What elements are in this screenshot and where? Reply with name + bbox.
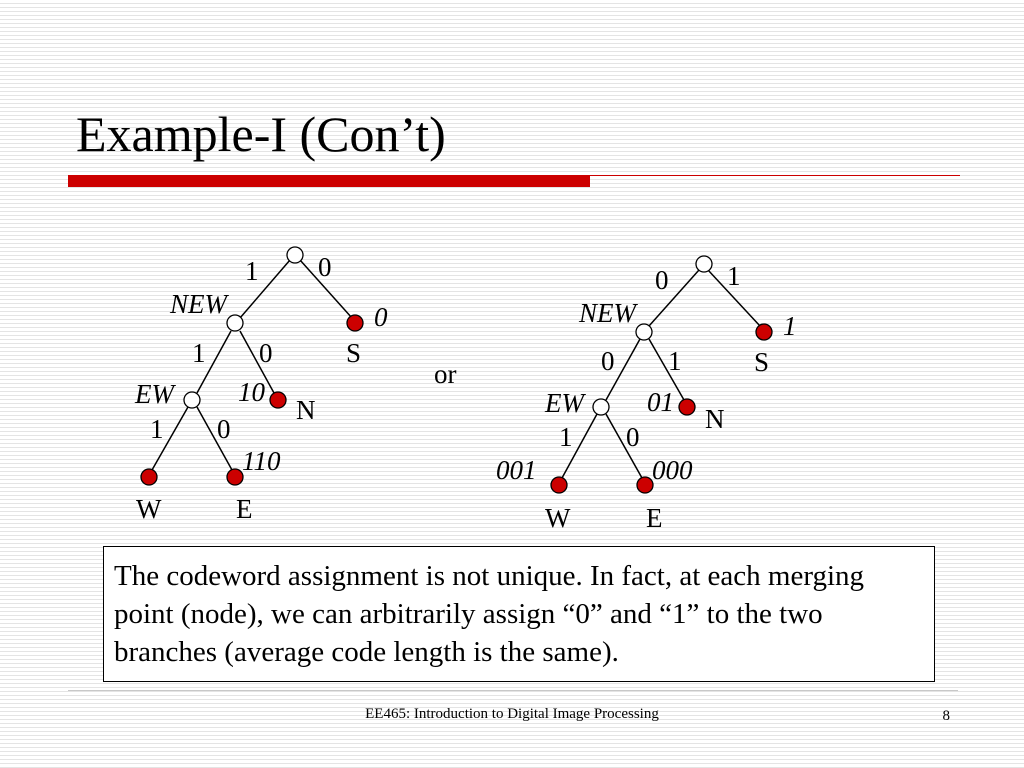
right-w-codeword: 001 — [496, 455, 537, 485]
right-code-tree — [496, 256, 797, 533]
right-e-codeword: 000 — [652, 455, 693, 485]
right-new-branch-right-label: 1 — [668, 346, 682, 376]
left-ew-branch-left-label: 1 — [150, 414, 164, 444]
left-root-branch-right-label: 0 — [318, 252, 332, 282]
left-new-label: NEW — [170, 289, 227, 319]
left-n-leaf — [270, 392, 286, 408]
right-s-codeword: 1 — [783, 311, 797, 341]
right-new-label: NEW — [579, 298, 636, 328]
right-e-symbol: E — [646, 503, 663, 533]
right-n-leaf — [679, 399, 695, 415]
right-root-branch-right-label: 1 — [727, 261, 741, 291]
left-ew-node — [184, 392, 200, 408]
or-separator: or — [434, 359, 457, 389]
left-ew-branch-right-label: 0 — [217, 414, 231, 444]
right-ew-node — [593, 399, 609, 415]
footer-rule — [68, 690, 958, 691]
footer-course-title: EE465: Introduction to Digital Image Processing — [365, 706, 659, 722]
left-new-branch-left-label: 1 — [192, 338, 206, 368]
left-root-branch-left-label: 1 — [245, 256, 259, 286]
slide-title: Example-I (Con’t) — [76, 106, 446, 162]
left-ew-label: EW — [135, 379, 174, 409]
right-ew-label: EW — [545, 388, 584, 418]
right-new-node — [636, 324, 652, 340]
left-e-codeword: 110 — [242, 446, 281, 476]
right-w-symbol: W — [545, 503, 571, 533]
left-n-symbol: N — [296, 395, 316, 425]
left-new-branch-right-label: 0 — [259, 338, 273, 368]
right-ew-branch-right-label: 0 — [626, 422, 640, 452]
left-w-leaf — [141, 469, 157, 485]
left-root-node — [287, 247, 303, 263]
right-new-branch-left-label: 0 — [601, 346, 615, 376]
left-s-symbol: S — [346, 338, 362, 368]
left-e-leaf — [227, 469, 243, 485]
left-s-leaf — [347, 315, 363, 331]
right-w-leaf — [551, 477, 567, 493]
right-ew-branch-left-label: 1 — [559, 422, 573, 452]
left-s-codeword: 0 — [374, 302, 388, 332]
left-new-node — [227, 315, 243, 331]
right-root-node — [696, 256, 712, 272]
explanation-text-box — [103, 546, 935, 682]
right-s-leaf — [756, 324, 772, 340]
left-code-tree — [134, 247, 388, 524]
right-n-codeword: 01 — [647, 387, 674, 417]
right-n-symbol: N — [705, 404, 725, 434]
explanation-text: The codeword assignment is not unique. In fact, at each merging point (node), we can arbitrarily assign “0” and “1” to the two branches (average code length is the same). — [114, 560, 865, 668]
left-w-symbol: W — [136, 494, 162, 524]
left-n-codeword: 10 — [238, 377, 265, 407]
right-s-symbol: S — [754, 347, 770, 377]
right-e-leaf — [637, 477, 653, 493]
right-root-branch-left-label: 0 — [655, 265, 669, 295]
left-e-symbol: E — [236, 494, 253, 524]
page-number: 8 — [942, 708, 950, 724]
